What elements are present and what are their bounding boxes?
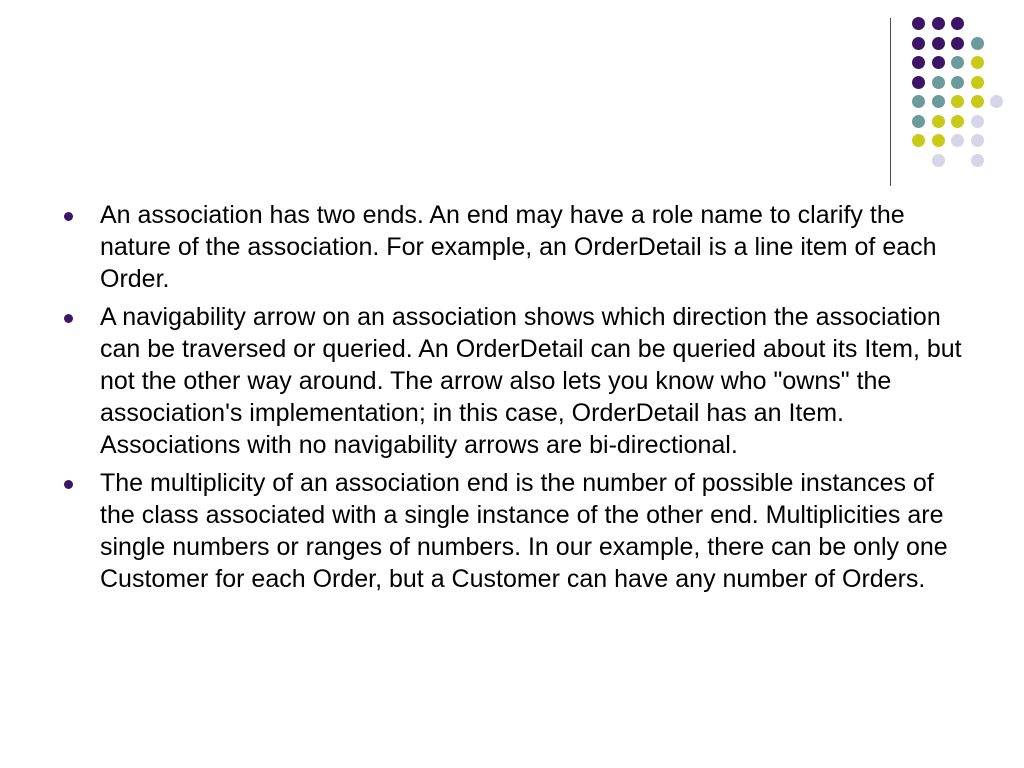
bullet-text: A navigability arrow on an association shows which direction the association can be traversed or queried. An OrderDetail can be queried about its Item, but not the other way around. The arrow also lets you know who "owns" the association's implementation; in this case, OrderDetail has an Item. Associations with no navigability arrows are bi-directional.	[100, 303, 962, 459]
decorative-dot	[932, 17, 945, 30]
bullet-text: The multiplicity of an association end is the number of possible instances of the class associated with a single instance of the other end. Multiplicities are single numbers or ranges of numbers. In our example, there can be only one Customer for each Order, but a Customer can have any number of Orders.	[100, 469, 948, 593]
vertical-divider	[890, 18, 891, 186]
decorative-dot	[990, 95, 1003, 108]
bullet-text: An association has two ends. An end may have a role name to clarify the nature of the association. For example, an OrderDetail is a line item of each Order.	[100, 201, 937, 293]
bullet-item-3	[62, 467, 962, 595]
decorative-dot	[971, 154, 984, 167]
decorative-dot	[912, 115, 925, 128]
decorative-dot	[912, 134, 925, 147]
bullet-dot-icon	[64, 480, 73, 489]
decorative-dot	[932, 56, 945, 69]
decorative-dot	[912, 95, 925, 108]
decorative-dot	[971, 115, 984, 128]
decorative-dot	[932, 37, 945, 50]
bullet-item-2	[62, 301, 962, 461]
decorative-dot	[951, 17, 964, 30]
decorative-dot	[951, 115, 964, 128]
bullet-item-1	[62, 199, 962, 295]
decorative-dot	[912, 76, 925, 89]
decorative-dot	[912, 37, 925, 50]
bullet-dot-icon	[64, 314, 73, 323]
decorative-dot	[932, 115, 945, 128]
decorative-dot	[971, 37, 984, 50]
decorative-dot	[932, 95, 945, 108]
decorative-dot	[971, 134, 984, 147]
decorative-dot	[932, 154, 945, 167]
decorative-dot	[932, 134, 945, 147]
decorative-dot	[951, 76, 964, 89]
decorative-dot	[932, 76, 945, 89]
bullet-list	[62, 199, 962, 601]
decorative-dot	[971, 56, 984, 69]
decorative-dot	[971, 76, 984, 89]
decorative-dot	[951, 134, 964, 147]
decorative-dot	[912, 56, 925, 69]
bullet-dot-icon	[64, 212, 73, 221]
decorative-dot	[951, 37, 964, 50]
decorative-dot	[951, 95, 964, 108]
decorative-dot	[971, 95, 984, 108]
decorative-dot	[951, 56, 964, 69]
decorative-dot	[912, 17, 925, 30]
decorative-dot-grid	[0, 0, 1024, 180]
